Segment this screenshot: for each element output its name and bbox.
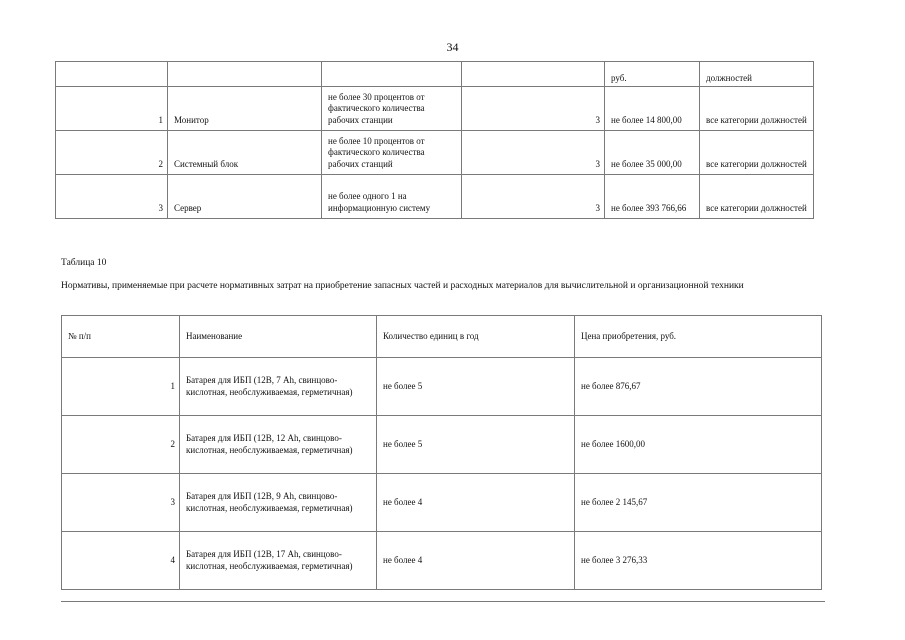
row-number: 3 bbox=[62, 474, 180, 532]
table-row bbox=[62, 358, 822, 416]
table-row bbox=[56, 175, 814, 219]
item-name: Системный блок bbox=[168, 131, 322, 175]
item-name: Батарея для ИБП (12В, 17 Ah, свинцово-кислотная, необслуживаемая, герметичная) bbox=[180, 532, 377, 590]
header-num: № п/п bbox=[62, 316, 180, 358]
table-row bbox=[56, 131, 814, 175]
table-row bbox=[62, 474, 822, 532]
item-quantity: не более 4 bbox=[377, 474, 575, 532]
header-price: Цена приобретения, руб. bbox=[575, 316, 822, 358]
table-row bbox=[62, 532, 822, 590]
item-category: все категории должностей bbox=[700, 131, 814, 175]
table-cell bbox=[168, 62, 322, 87]
row-number: 2 bbox=[62, 416, 180, 474]
item-quantity: не более 5 bbox=[377, 416, 575, 474]
item-quantity: 3 bbox=[462, 175, 605, 219]
header-qty: Количество единиц в год bbox=[377, 316, 575, 358]
spare-parts-table bbox=[61, 315, 822, 590]
price-unit-cell: руб. bbox=[605, 62, 700, 87]
item-name: Сервер bbox=[168, 175, 322, 219]
item-price: не более 2 145,67 bbox=[575, 474, 822, 532]
table-row bbox=[56, 62, 814, 87]
item-name: Батарея для ИБП (12В, 12 Ah, свинцово-кислотная, необслуживаемая, герметичная) bbox=[180, 416, 377, 474]
item-name: Батарея для ИБП (12В, 9 Ah, свинцово-кислотная, необслуживаемая, герметичная) bbox=[180, 474, 377, 532]
item-price: не более 3 276,33 bbox=[575, 532, 822, 590]
table-description: Нормативы, применяемые при расчете нормативных затрат на приобретение запасных частей и расходных материалов для вычислительной и организационной техники bbox=[61, 281, 744, 291]
item-quantity: 3 bbox=[462, 87, 605, 131]
item-norm: не более 30 процентов от фактического количества рабочих станции bbox=[322, 87, 462, 131]
item-category: все категории должностей bbox=[700, 87, 814, 131]
item-category: все категории должностей bbox=[700, 175, 814, 219]
row-number: 4 bbox=[62, 532, 180, 590]
page-number: 34 bbox=[446, 40, 459, 54]
item-price: не более 1600,00 bbox=[575, 416, 822, 474]
item-quantity: 3 bbox=[462, 131, 605, 175]
table-title: Таблица 10 bbox=[61, 258, 107, 268]
row-number: 1 bbox=[62, 358, 180, 416]
category-cell: должностей bbox=[700, 62, 814, 87]
table-row bbox=[62, 416, 822, 474]
item-norm: не более 10 процентов от фактического количества рабочих станций bbox=[322, 131, 462, 175]
table-header-row bbox=[62, 316, 822, 358]
item-name: Монитор bbox=[168, 87, 322, 131]
table-row bbox=[56, 87, 814, 131]
item-price: не более 393 766,66 bbox=[605, 175, 700, 219]
item-quantity: не более 5 bbox=[377, 358, 575, 416]
page-divider bbox=[61, 601, 825, 602]
header-name: Наименование bbox=[180, 316, 377, 358]
item-norm: не более одного 1 на информационную систему bbox=[322, 175, 462, 219]
item-price: не более 876,67 bbox=[575, 358, 822, 416]
item-price: не более 14 800,00 bbox=[605, 87, 700, 131]
table-cell bbox=[56, 62, 168, 87]
row-number: 1 bbox=[56, 87, 168, 131]
row-number: 3 bbox=[56, 175, 168, 219]
table-cell bbox=[462, 62, 605, 87]
item-quantity: не более 4 bbox=[377, 532, 575, 590]
row-number: 2 bbox=[56, 131, 168, 175]
table-cell bbox=[322, 62, 462, 87]
equipment-table-continued bbox=[55, 61, 814, 219]
item-name: Батарея для ИБП (12В, 7 Ah, свинцово-кислотная, необслуживаемая, герметичная) bbox=[180, 358, 377, 416]
item-price: не более 35 000,00 bbox=[605, 131, 700, 175]
